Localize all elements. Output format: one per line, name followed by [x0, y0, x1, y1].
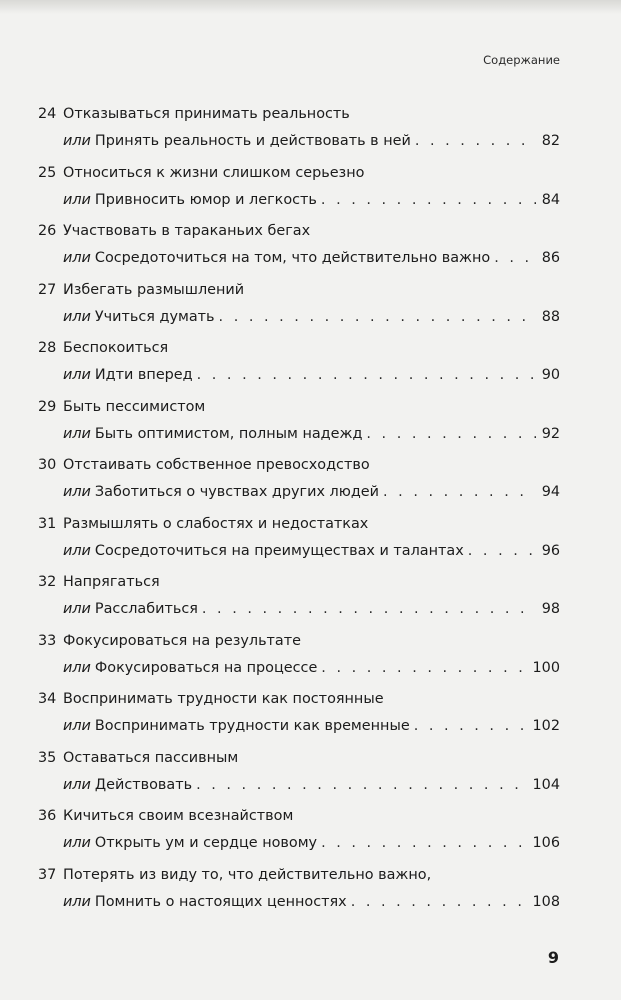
entry-number: 29 — [38, 398, 57, 415]
toc-entry-alternative-line — [63, 718, 560, 734]
or-word: или — [63, 718, 91, 734]
entry-number: 28 — [38, 340, 57, 356]
entry-title: Участвовать в тараканьих бегах — [63, 223, 311, 239]
entry-title: Отказываться принимать реальность — [63, 106, 350, 122]
or-word: или — [63, 835, 91, 851]
entry-title: Напрягаться — [63, 574, 160, 590]
dot-leader — [494, 250, 536, 266]
dot-leader — [321, 835, 526, 851]
or-word: или — [63, 250, 91, 266]
toc-entry — [38, 223, 560, 282]
toc-entry-line — [38, 633, 301, 649]
or-word: или — [63, 308, 91, 325]
running-header: Содержание — [483, 53, 560, 67]
entry-alternative: Идти вперед — [94, 367, 193, 383]
dot-leader — [196, 777, 526, 793]
or-word: или — [63, 367, 91, 383]
entry-title: Кичиться своим всезнайством — [63, 808, 294, 824]
or-word: или — [63, 484, 91, 500]
entry-number: 35 — [38, 749, 57, 766]
toc-entry-alternative-line — [63, 777, 560, 793]
entry-title: Относиться к жизни слишком серьезно — [63, 164, 365, 181]
entry-page: 98 — [541, 601, 560, 617]
entry-number: 34 — [38, 691, 57, 707]
entry-alternative: Быть оптимистом, полным надежд — [94, 425, 363, 442]
entry-alternative: Сосредоточиться на преимуществах и талантах — [94, 542, 464, 559]
dot-leader — [321, 192, 536, 208]
toc-entry-alternative-line — [63, 601, 560, 617]
entry-number: 24 — [38, 106, 57, 122]
entry-number: 27 — [38, 281, 57, 298]
dot-leader — [197, 367, 536, 383]
dot-leader — [366, 426, 535, 442]
dot-leader — [202, 601, 536, 617]
table-of-contents — [38, 106, 560, 925]
entry-number: 33 — [38, 632, 57, 649]
toc-entry-line — [38, 106, 350, 122]
or-word: или — [63, 133, 91, 149]
toc-entry — [38, 516, 560, 575]
dot-leader — [468, 543, 536, 559]
toc-entry-line — [38, 574, 160, 590]
toc-entry-line — [38, 808, 293, 824]
entry-title: Беспокоиться — [63, 340, 169, 356]
entry-page: 84 — [541, 191, 560, 208]
entry-alternative: Действовать — [94, 776, 193, 793]
toc-entry-alternative-line — [63, 543, 560, 559]
page-number: 9 — [547, 948, 559, 967]
entry-page: 94 — [541, 484, 560, 500]
entry-title: Избегать размышлений — [63, 281, 245, 298]
toc-entry — [38, 574, 560, 633]
entry-title: Потерять из виду то, что действительно важно, — [63, 866, 432, 883]
toc-entry-line — [38, 867, 431, 883]
entry-number: 36 — [38, 808, 57, 824]
toc-entry-alternative-line — [63, 660, 560, 676]
entry-page: 104 — [532, 776, 560, 793]
toc-entry — [38, 106, 560, 165]
dot-leader — [351, 894, 527, 910]
toc-entry-alternative-line — [63, 309, 560, 325]
or-word: или — [63, 659, 91, 676]
entry-number: 26 — [38, 223, 57, 239]
page-top-edge — [0, 0, 621, 14]
toc-entry-alternative-line — [63, 192, 560, 208]
entry-title: Фокусироваться на результате — [63, 632, 301, 649]
dot-leader — [219, 309, 536, 325]
entry-title: Оставаться пассивным — [63, 749, 239, 766]
toc-entry-line — [38, 750, 238, 766]
toc-entry-alternative-line — [63, 426, 560, 442]
toc-entry-alternative-line — [63, 250, 560, 266]
toc-entry-alternative-line — [63, 367, 560, 383]
dot-leader — [321, 660, 526, 676]
dot-leader — [383, 484, 536, 500]
or-word: или — [63, 425, 91, 442]
toc-entry-line — [38, 165, 364, 181]
toc-entry — [38, 633, 560, 692]
entry-title: Размышлять о слабостях и недостатках — [63, 515, 369, 532]
dot-leader — [414, 718, 527, 734]
entry-number: 37 — [38, 866, 57, 883]
toc-entry — [38, 165, 560, 224]
entry-page: 90 — [541, 367, 560, 383]
entry-title: Отстаивать собственное превосходство — [63, 457, 370, 473]
toc-entry-line — [38, 399, 205, 415]
entry-alternative: Принять реальность и действовать в ней — [94, 133, 411, 149]
toc-entry-line — [38, 223, 310, 239]
entry-page: 82 — [541, 133, 560, 149]
entry-alternative: Фокусироваться на процессе — [94, 659, 318, 676]
entry-alternative: Помнить о настоящих ценностях — [94, 893, 347, 910]
entry-alternative: Сосредоточиться на том, что действительно важно — [94, 250, 491, 266]
toc-entry-line — [38, 282, 244, 298]
or-word: или — [63, 776, 91, 793]
entry-number: 32 — [38, 574, 57, 590]
toc-entry-alternative-line — [63, 894, 560, 910]
toc-entry — [38, 399, 560, 458]
entry-page: 86 — [541, 250, 560, 266]
entry-page: 96 — [541, 542, 560, 559]
entry-alternative: Заботиться о чувствах других людей — [94, 484, 380, 500]
entry-number: 30 — [38, 457, 57, 473]
dot-leader — [415, 133, 536, 149]
toc-entry-line — [38, 457, 370, 473]
entry-alternative: Открыть ум и сердце новому — [94, 835, 318, 851]
or-word: или — [63, 893, 91, 910]
toc-entry — [38, 808, 560, 867]
or-word: или — [63, 601, 91, 617]
toc-entry — [38, 691, 560, 750]
entry-page: 106 — [532, 835, 560, 851]
entry-alternative: Привносить юмор и легкость — [94, 191, 317, 208]
entry-alternative: Расслабиться — [94, 601, 198, 617]
toc-entry — [38, 750, 560, 809]
entry-alternative: Учиться думать — [94, 308, 215, 325]
entry-number: 31 — [38, 515, 57, 532]
or-word: или — [63, 191, 91, 208]
entry-number: 25 — [38, 164, 57, 181]
entry-title: Быть пессимистом — [63, 398, 206, 415]
entry-page: 100 — [532, 659, 560, 676]
entry-page: 88 — [541, 308, 560, 325]
entry-title: Воспринимать трудности как постоянные — [63, 691, 384, 707]
toc-entry-alternative-line — [63, 835, 560, 851]
toc-entry-alternative-line — [63, 133, 560, 149]
or-word: или — [63, 542, 91, 559]
toc-entry — [38, 282, 560, 341]
toc-entry — [38, 340, 560, 399]
entry-alternative: Воспринимать трудности как временные — [94, 718, 410, 734]
entry-page: 102 — [532, 718, 560, 734]
entry-page: 92 — [541, 425, 560, 442]
toc-entry — [38, 867, 560, 926]
toc-entry-line — [38, 516, 368, 532]
toc-entry — [38, 457, 560, 516]
entry-page: 108 — [532, 893, 560, 910]
toc-entry-alternative-line — [63, 484, 560, 500]
toc-entry-line — [38, 691, 384, 707]
toc-entry-line — [38, 340, 168, 356]
